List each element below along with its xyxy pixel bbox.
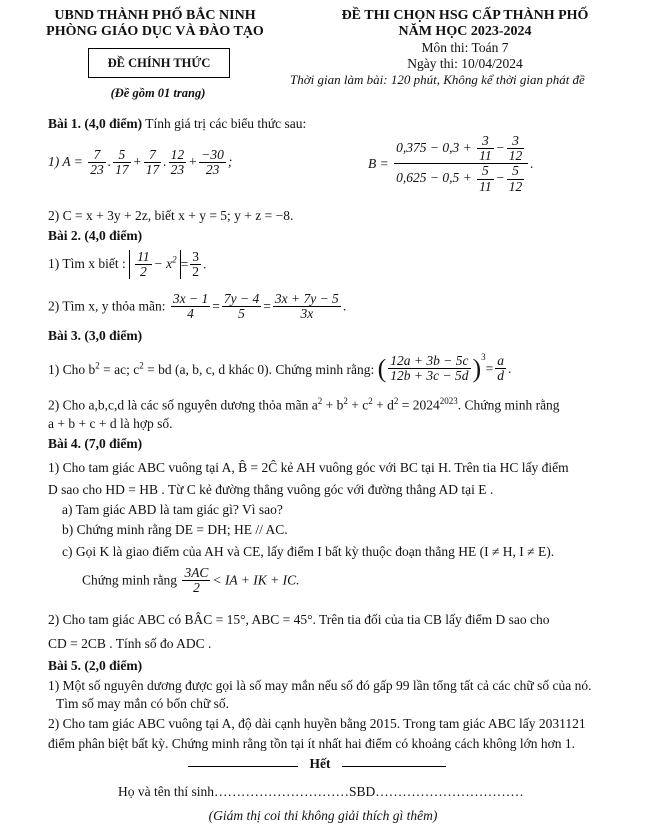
num: 11 bbox=[137, 249, 150, 264]
op: − bbox=[495, 170, 505, 186]
exp: 2 bbox=[343, 396, 348, 406]
den: 2 bbox=[192, 264, 199, 280]
frac-12a bbox=[388, 354, 470, 383]
exp: 3 bbox=[481, 352, 486, 362]
pages-note: (Đề gồm 01 trang) bbox=[110, 86, 206, 100]
bai1-expression-a bbox=[48, 148, 232, 177]
den: 3x bbox=[300, 306, 314, 322]
t: + b bbox=[322, 397, 344, 413]
paren-open: ( bbox=[377, 353, 387, 383]
exam-date: Ngày thi: 10/04/2024 bbox=[407, 56, 523, 71]
op: − bbox=[495, 139, 505, 155]
time-prefix: Thời gian làm bài: bbox=[290, 72, 391, 87]
bai5-part2-line2: điểm phân biệt bất kỳ. Chứng minh rằng tồn tại ít nhất hai điểm có khoảng cách không lớn hơn 1. bbox=[48, 736, 575, 751]
bai2-title: Bài 2. (4,0 điểm) bbox=[48, 228, 143, 243]
bai3-title: Bài 3. (3,0 điểm) bbox=[48, 328, 143, 343]
text: − x bbox=[153, 255, 173, 271]
frac-neg30-23 bbox=[199, 148, 226, 177]
op: . bbox=[508, 360, 512, 376]
op: = bbox=[212, 298, 220, 314]
bai4-part-c-proof bbox=[82, 566, 300, 595]
frac-3-11 bbox=[477, 134, 494, 163]
num: 12 bbox=[170, 147, 185, 162]
den: 4 bbox=[187, 306, 194, 322]
num: 5 bbox=[507, 164, 525, 179]
end-rule-left bbox=[188, 766, 298, 767]
invigilator-note: (Giám thị coi thi không giải thích gì thêm) bbox=[208, 808, 438, 823]
op: + bbox=[132, 153, 142, 169]
text bbox=[48, 362, 374, 377]
num: 12a + 3b − 5c bbox=[390, 353, 469, 369]
frac-11-2 bbox=[135, 250, 152, 279]
t: = bd (a, b, c, d khác 0). Chứng minh rằng: bbox=[143, 361, 375, 377]
op: . bbox=[342, 298, 347, 314]
op: . bbox=[107, 153, 112, 169]
b-denominator bbox=[394, 164, 528, 193]
frac-3-2 bbox=[190, 250, 201, 279]
big-fraction-b bbox=[394, 134, 528, 194]
num: 7 bbox=[144, 148, 162, 163]
official-box bbox=[88, 48, 230, 78]
text: 1) Tìm x biết : bbox=[48, 255, 126, 271]
exp: 2 bbox=[172, 254, 177, 265]
exp: 2 bbox=[393, 396, 399, 406]
exam-title: ĐỀ THI CHỌN HSG CẤP THÀNH PHỐ bbox=[341, 8, 589, 23]
num: 3 bbox=[477, 134, 494, 149]
bai4-part-a: a) Tam giác ABD là tam giác gì? Vì sao? bbox=[62, 502, 283, 517]
den: 2 bbox=[193, 580, 200, 596]
official-label: ĐỀ CHÍNH THỨC bbox=[107, 56, 211, 70]
abs-value bbox=[129, 250, 180, 279]
t: < IA + IK + IC. bbox=[212, 572, 300, 588]
num: 7 bbox=[88, 148, 106, 163]
b-numerator bbox=[394, 134, 528, 164]
frac-7y-4-5 bbox=[222, 292, 261, 321]
frac-3ac-2 bbox=[182, 566, 210, 595]
bai1-b-label: B = bbox=[368, 155, 389, 171]
bai3-part1 bbox=[48, 352, 511, 384]
frac-5-11 bbox=[477, 164, 494, 193]
bai4-part2-line1: 2) Cho tam giác ABC có BÂC = 15°, ABC = 45°. Trên tia đối của tia CB lấy điểm D sao cho bbox=[48, 612, 550, 627]
t: + c bbox=[347, 397, 369, 413]
op: ; bbox=[227, 153, 233, 169]
exp: 2 bbox=[368, 396, 373, 406]
end-marker: Hết bbox=[309, 756, 331, 771]
school-year: NĂM HỌC 2023-2024 bbox=[398, 24, 532, 39]
t: 2) Cho a,b,c,d là các số nguyên dương thỏa mãn a bbox=[48, 397, 318, 413]
bai1-intro: Tính giá trị các biểu thức sau: bbox=[145, 116, 307, 131]
bai4-part-b: b) Chứng minh rằng DE = DH; HE // AC. bbox=[62, 522, 288, 537]
t: . Chứng minh rằng bbox=[457, 397, 560, 413]
bai1-expression-b bbox=[368, 134, 534, 194]
exp: 2 bbox=[95, 360, 100, 371]
bai4-part2-line2: CD = 2CB . Tính số đo ADC . bbox=[48, 636, 212, 651]
bai2-part2 bbox=[48, 292, 346, 321]
t: Chứng minh rằng bbox=[82, 572, 178, 588]
bai5-part1-line1: 1) Một số nguyên dương được gọi là số may mắn nếu số đó gấp 99 lần tổng tất cả các chữ số của nó. bbox=[48, 678, 592, 693]
den: 5 bbox=[238, 306, 245, 322]
bai4-title: Bài 4. (7,0 điểm) bbox=[48, 436, 143, 451]
exp: 2023 bbox=[439, 396, 458, 406]
num: 5 bbox=[477, 164, 494, 179]
exp: 2 bbox=[139, 360, 144, 371]
den: 23 bbox=[170, 162, 185, 178]
t: = 2024 bbox=[398, 397, 440, 413]
bai1-heading bbox=[48, 116, 306, 132]
num: 7y − 4 bbox=[223, 291, 260, 306]
bai2-part1 bbox=[48, 250, 206, 279]
num: 3x − 1 bbox=[172, 291, 209, 306]
op: . bbox=[163, 153, 167, 169]
num: 5 bbox=[113, 148, 131, 163]
bai3-part2-line2: a + b + c + d là hợp số. bbox=[48, 416, 173, 431]
text: 0,375 − 0,3 + bbox=[396, 139, 472, 155]
den: 12b + 3c − 5d bbox=[390, 368, 469, 384]
exp: 2 bbox=[317, 396, 323, 406]
issuer-department: PHÒNG GIÁO DỤC VÀ ĐÀO TẠO bbox=[46, 24, 264, 39]
op: . bbox=[530, 155, 534, 171]
num: a bbox=[497, 353, 505, 369]
op: = bbox=[263, 298, 271, 314]
den: 11 bbox=[479, 178, 492, 194]
bai1-title: Bài 1. (4,0 điểm) bbox=[48, 116, 143, 131]
bai4-part1-line2: D sao cho HD = HB . Từ C kẻ đường thẳng vuông góc với đường thẳng AD tại E . bbox=[48, 482, 494, 497]
den: 23 bbox=[205, 162, 220, 178]
bai3-part2-line1 bbox=[48, 396, 560, 414]
t: 1) Cho b bbox=[48, 361, 96, 377]
frac-5-12 bbox=[507, 164, 525, 193]
den: 23 bbox=[90, 162, 104, 178]
den: 11 bbox=[479, 148, 492, 164]
frac-a-d bbox=[495, 354, 506, 383]
bai1-a-label: 1) A = bbox=[48, 153, 83, 169]
op: = bbox=[180, 256, 189, 272]
time-line bbox=[290, 72, 585, 88]
den: d bbox=[497, 368, 505, 384]
frac-12-23 bbox=[169, 148, 187, 177]
den: 17 bbox=[115, 162, 129, 178]
bai1-part2: 2) C = x + 3y + 2z, biết x + y = 5; y + z = −8. bbox=[48, 208, 294, 223]
bai5-title: Bài 5. (2,0 điểm) bbox=[48, 658, 143, 673]
num: 3AC bbox=[184, 565, 209, 580]
num: 3x + 7y − 5 bbox=[274, 291, 339, 306]
text: 0,625 − 0,5 + bbox=[396, 170, 472, 186]
t: + d bbox=[372, 397, 394, 413]
frac-3x-1-4 bbox=[171, 292, 210, 321]
den: 12 bbox=[508, 178, 523, 194]
den: 12 bbox=[508, 148, 523, 164]
frac-7-17 bbox=[144, 148, 162, 177]
text: 2) Tìm x, y thỏa mãn: bbox=[48, 298, 166, 314]
frac-5-17 bbox=[113, 148, 131, 177]
end-rule-right bbox=[342, 766, 446, 767]
subject: Môn thi: Toán 7 bbox=[421, 40, 509, 55]
candidate-line: Họ và tên thí sinh…………………………SBD…………………………… bbox=[118, 784, 524, 799]
bai4-part1-line1: 1) Cho tam giác ABC vuông tại A, B̂ = 2Ĉ kẻ AH vuông góc với BC tại H. Trên tia HC lấy điểm bbox=[48, 460, 569, 475]
op: . bbox=[202, 256, 207, 272]
t: = ac; c bbox=[99, 361, 140, 377]
bai5-part2-line1: 2) Cho tam giác ABC vuông tại A, độ dài cạnh huyền bằng 2015. Trong tam giác ABC lấy 2031121 bbox=[48, 716, 586, 731]
time-value: 120 phút, Không kể thời gian phát đề bbox=[390, 72, 585, 87]
bai5-part1-line2: Tìm số may mắn có bốn chữ số. bbox=[56, 696, 230, 711]
frac-3x7y-3x bbox=[273, 292, 341, 321]
num: 3 bbox=[192, 249, 199, 264]
bai4-part-c: c) Gọi K là giao điểm của AH và CE, lấy điểm I bất kỳ thuộc đoạn thẳng HE (I ≠ H, I ≠ E). bbox=[62, 544, 555, 559]
issuer-city: UBND THÀNH PHỐ BẮC NINH bbox=[54, 8, 256, 23]
paren-close: ) bbox=[472, 353, 482, 383]
op: + bbox=[188, 153, 198, 169]
frac-7-23 bbox=[88, 148, 106, 177]
frac-3-12 bbox=[507, 134, 525, 163]
op: = bbox=[485, 360, 494, 376]
den: 2 bbox=[140, 264, 147, 280]
den: 17 bbox=[145, 162, 160, 178]
num: 3 bbox=[507, 134, 525, 149]
num: −30 bbox=[201, 147, 224, 162]
